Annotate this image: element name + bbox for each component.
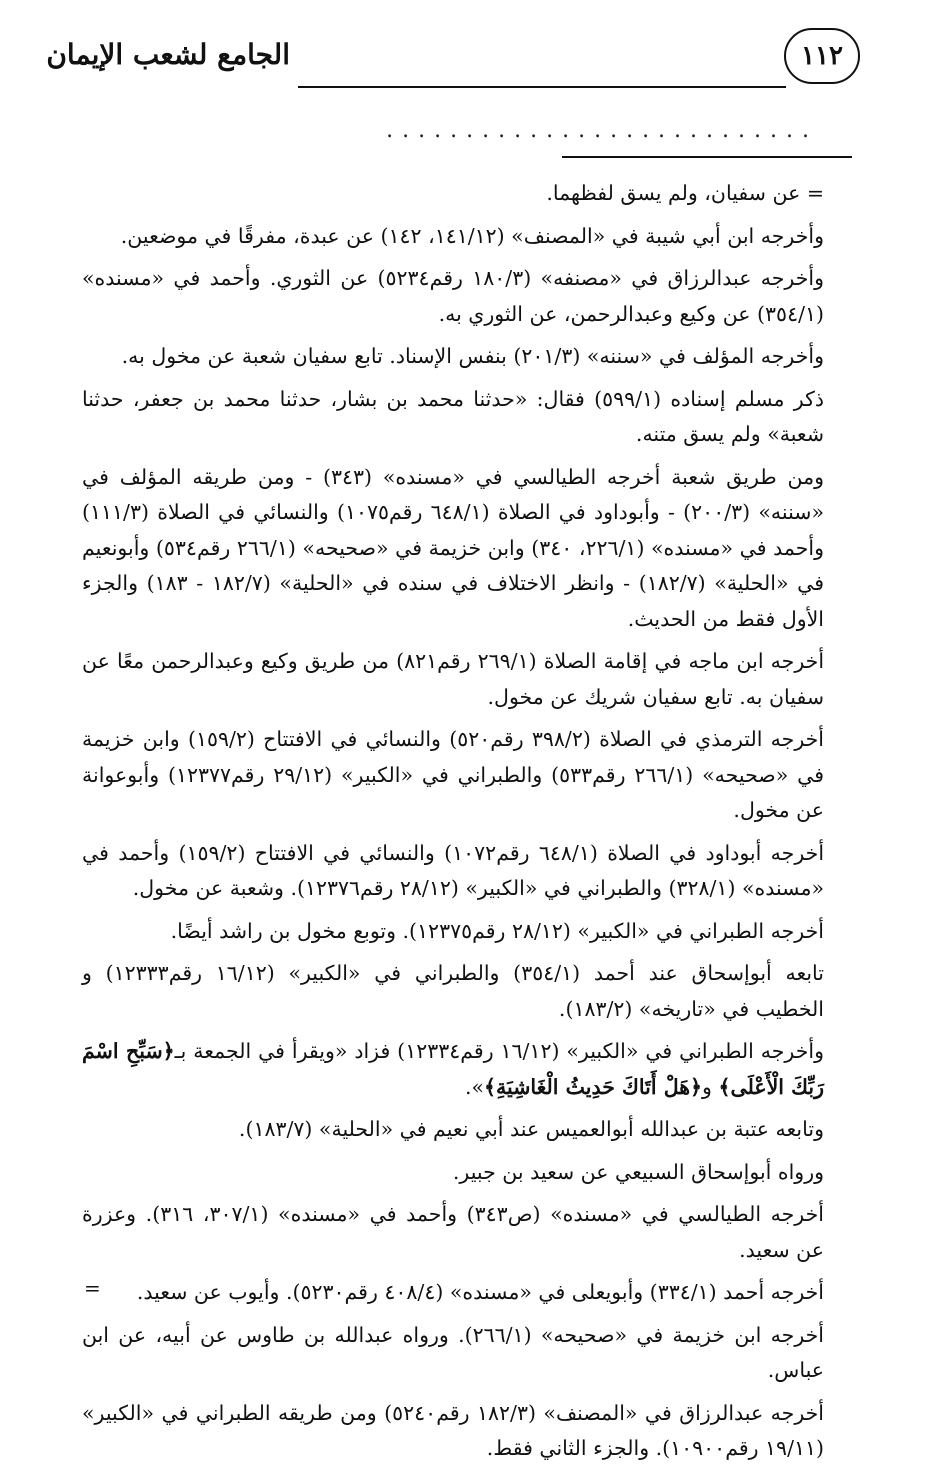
paragraph: أخرجه الطبراني في «الكبير» (٢٨/١٢ رقم١٢٣٧٥). وتوبع مخول بن راشد أيضًا. bbox=[170, 918, 824, 943]
page-header bbox=[46, 28, 860, 98]
paragraph: وتابعه عتبة بن عبدالله أبوالعميس عند أبي نعيم في «الحلية» (١٨٣/٧). bbox=[238, 1117, 824, 1141]
paragraph: وأخرجه المؤلف في «سننه» (٢٠١/٣) بنفس الإسناد. تابع سفيان شعبة عن مخول به. bbox=[121, 344, 824, 368]
book-title: الجامع لشعب الإيمان bbox=[46, 38, 290, 71]
page-number: ١١٢ bbox=[784, 28, 860, 84]
paragraph: أخرجه أبوداود في الصلاة (٦٤٨/١ رقم١٠٧٢) والنسائي في الافتتاح (١٥٩/٢) وأحمد في «مسنده» (٣٢٨/١) والطبراني في «الكبير» (٢٨/١٢ رقم١٢٣٧٦). وشعبة عن مخول. bbox=[82, 840, 825, 900]
header-rule bbox=[298, 86, 786, 88]
paragraph: أخرجه الطيالسي في «مسنده» (ص٣٤٣) وأحمد في «مسنده» (٣٠٧/١، ٣١٦). وعزرة عن سعيد. bbox=[82, 1202, 824, 1262]
paragraph: ورواه أبوإسحاق السبيعي عن سعيد بن جبير. bbox=[452, 1159, 824, 1184]
paragraph: أخرجه أحمد (٣٣٤/١) وأبويعلى في «مسنده» (٤٠٨/٤ رقم٥٢٣٠). وأيوب عن سعيد. bbox=[136, 1280, 824, 1304]
footnote-separator bbox=[562, 156, 852, 158]
paragraph-text: و bbox=[702, 1074, 719, 1099]
paragraph: أخرجه ابن خزيمة في «صحيحه» (٢٦٦/١). ورواه عبدالله بن طاوس عن أبيه، عن ابن عباس. bbox=[82, 1322, 824, 1382]
quran-verse: ﴿سَبِّحِ اسْمَ رَبِّكَ الْأَعْلَى﴾ bbox=[82, 1039, 824, 1099]
paragraph: أخرجه عبدالرزاق في «المصنف» (١٨٢/٣ رقم٥٢٤٠) ومن طريقه الطبراني في «الكبير» (١٩/١١ رقم١٠٩٠٠). والجزء الثاني فقط. bbox=[82, 1400, 825, 1460]
continuation-mark: = bbox=[84, 1276, 101, 1300]
footnote-dots: ........................... bbox=[386, 118, 818, 143]
paragraph-quran bbox=[82, 1034, 824, 1105]
paragraph: تابعه أبوإسحاق عند أحمد (٣٥٤/١) والطبراني في «الكبير» (١٦/١٢ رقم١٢٣٣٣) و الخطيب في «تاريخه» (١٨٣/٢). bbox=[82, 961, 824, 1021]
paragraph: ذكر مسلم إسناده (٥٩٩/١) فقال: «حدثنا محمد بن بشار، حدثنا محمد بن جعفر، حدثنا شعبة» ولم يسق متنه. bbox=[82, 386, 824, 446]
quran-verse: ﴿هَلْ أَتَاكَ حَدِيثُ الْغَاشِيَةِ﴾ bbox=[484, 1074, 703, 1099]
paragraph: ومن طريق شعبة أخرجه الطيالسي في «مسنده» (٣٤٣) - ومن طريقه المؤلف في «سننه» (٢٠٠/٣) - وأبوداود في الصلاة (٦٤٨/١ رقم١٠٧٥) والنسائي في الصلاة (١١١/٣) وأحمد في «مسنده» (٢٢٦/١، ٣٤٠) وابن خزيمة في «صحيحه» (٢٦٦/١ رقم٥٣٤) وأبونعيم في «الحلية» (١٨٢/٧) - وانظر الاختلاف في سنده في «الحلية» (١٨٢/٧ - ١٨٣) والجزء الأول فقط من الحديث. bbox=[82, 464, 825, 631]
paragraph: وأخرجه عبدالرزاق في «مصنفه» (١٨٠/٣ رقم٥٢٣٤) عن الثوري. وأحمد في «مسنده» (٣٥٤/١) عن وكيع وعبدالرحمن، عن الثوري به. bbox=[82, 266, 825, 326]
paragraph: وأخرجه ابن أبي شيبة في «المصنف» (١٤١/١٢، ١٤٢) عن عبدة، مفرقًا في موضعين. bbox=[120, 223, 824, 248]
paragraph: أخرجه ابن ماجه في إقامة الصلاة (٢٦٩/١ رقم٨٢١) من طريق وكيع وعبدالرحمن معًا عن سفيان به. تابع سفيان شريك عن مخول. bbox=[82, 649, 825, 709]
footnote-text bbox=[82, 176, 824, 1474]
paragraph: = عن سفيان، ولم يسق لفظهما. bbox=[546, 181, 824, 205]
paragraph-text: وأخرجه الطبراني في «الكبير» (١٦/١٢ رقم١٢٣٣٤) فزاد «ويقرأ في الجمعة بـ bbox=[174, 1039, 825, 1063]
paragraph-text: ». bbox=[464, 1074, 485, 1099]
paragraph: أخرجه الترمذي في الصلاة (٣٩٨/٢ رقم٥٢٠) والنسائي في الافتتاح (١٥٩/٢) وابن خزيمة في «صحيحه» (٢٦٦/١ رقم٥٣٣) والطبراني في «الكبير» (٢٩/١٢ رقم١٢٣٧٧) وأبوعوانة عن مخول. bbox=[82, 727, 825, 822]
